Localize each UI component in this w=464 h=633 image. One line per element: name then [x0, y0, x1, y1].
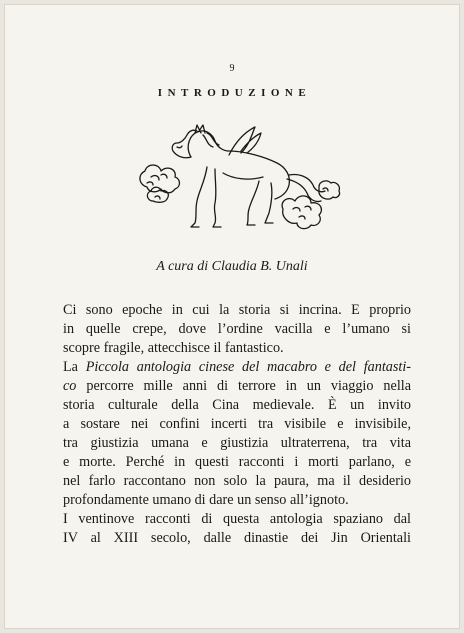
text-fragment: La [63, 359, 86, 375]
text-line: profondamente umano di dare un senso all’ignoto. [63, 492, 349, 508]
text-line: a sostare nei confini incerti tra visibile e invisibile, [63, 416, 411, 432]
text-fragment: percorre mille anni di terrore in un viaggio nella [76, 378, 411, 394]
text-line: tra giustizia umana e giustizia ultraterrena, tra vita [63, 435, 411, 451]
book-page [4, 4, 460, 629]
introduction-text [63, 301, 411, 548]
text-line: scopre fragile, attecchisce il fantastico. [63, 340, 284, 356]
chapter-title: INTRODUZIONE [157, 87, 312, 99]
text-line: in quelle crepe, dove l’ordine vacilla e l’umano si [63, 321, 411, 337]
text-line: storia culturale della Cina medievale. È un invito [63, 397, 411, 413]
text-line: IV al XIII secolo, dalle dinastie dei Jin Orientali [63, 530, 411, 546]
text-line: e morte. Perché in questi racconti i morti parlano, e [63, 454, 411, 470]
text-line: Ci sono epoche in cui la storia si incrina. E proprio [63, 302, 411, 318]
winged-horse-illustration [133, 117, 343, 247]
paragraph-1 [63, 301, 411, 358]
text-line: I ventinove racconti di questa antologia spaziano dal [63, 511, 411, 527]
paragraph-3 [63, 510, 411, 548]
text-line [63, 377, 411, 396]
horse-body [188, 131, 289, 199]
paragraph-2 [63, 358, 411, 510]
book-title-italic: Piccola antologia cinese del macabro e del fantasti- [85, 359, 411, 375]
page-number: 9 [229, 63, 235, 74]
text-line [63, 358, 411, 377]
text-line: nel farlo raccontano non solo la paura, ma il desiderio [63, 473, 411, 489]
editor-credit: A cura di Claudia B. Unali [156, 259, 308, 274]
book-title-italic: co [63, 378, 77, 394]
